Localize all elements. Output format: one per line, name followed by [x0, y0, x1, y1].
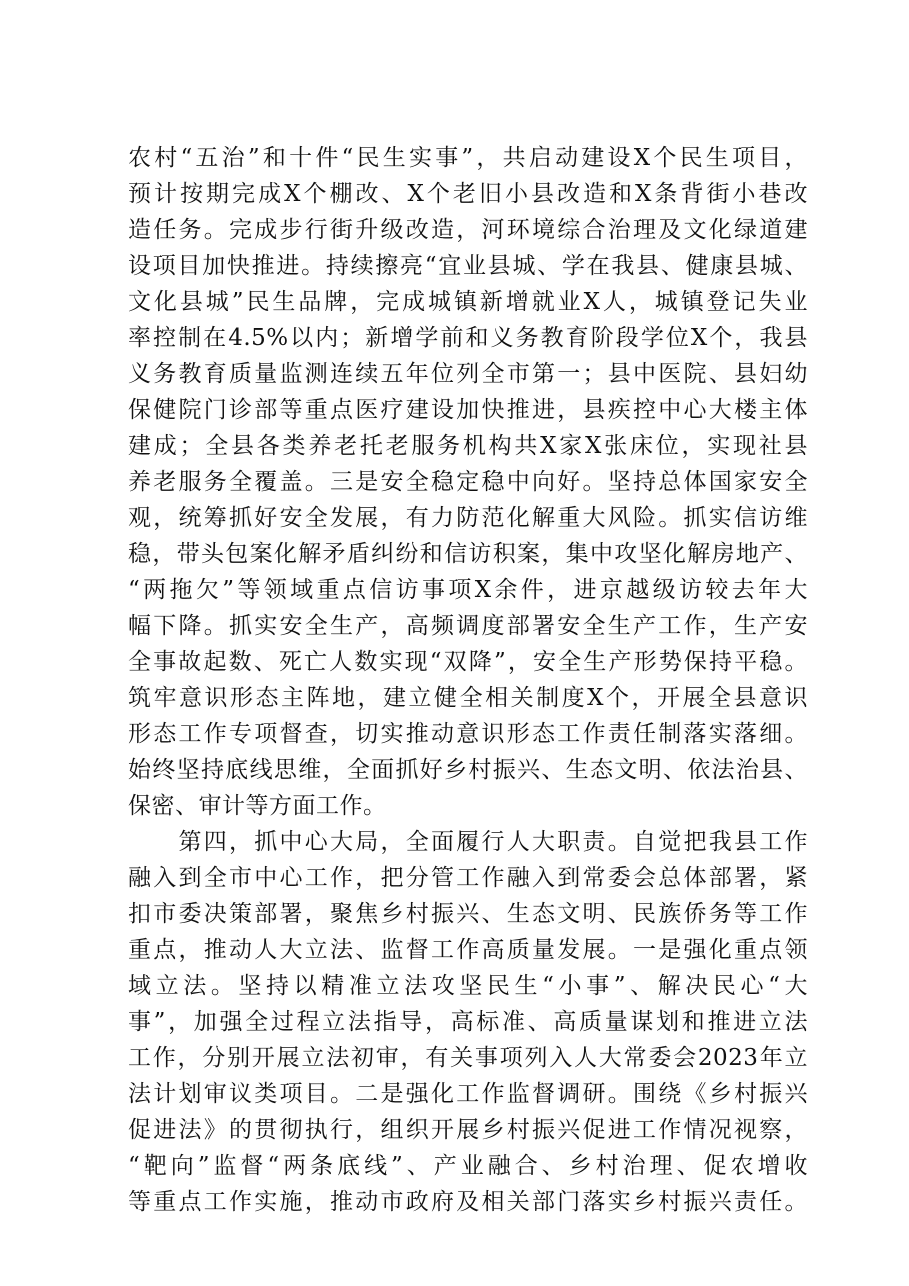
text-line: 保密、审计等方面工作。 — [128, 793, 387, 819]
text-line: 预计按期完成X个棚改、X个老旧小县改造和X条背街小巷改 — [128, 181, 808, 207]
text-line: 工作，分别开展立法初审，有关事项列入人大常委会2023年立 — [128, 1045, 808, 1071]
text-line: 融入到全市中心工作，把分管工作融入到常委会总体部署，紧 — [128, 865, 808, 891]
text-line: 第四，抓中心大局，全面履行人大职责。自觉把我县工作 — [128, 829, 808, 855]
text-line: 形态工作专项督查，切实推动意识形态工作责任制落实落细。 — [128, 721, 808, 747]
text-line: 扣市委决策部署，聚焦乡村振兴、生态文明、民族侨务等工作 — [128, 901, 808, 927]
text-line: “两拖欠”等领域重点信访事项X余件，进京越级访较去年大 — [128, 577, 808, 603]
text-line: 设项目加快推进。持续擦亮“宜业县城、学在我县、健康县城、 — [128, 253, 808, 279]
text-line: 幅下降。抓实安全生产，高频调度部署安全生产工作，生产安 — [128, 613, 808, 639]
text-line: 始终坚持底线思维，全面抓好乡村振兴、生态文明、依法治县、 — [128, 757, 808, 783]
text-line: 造任务。完成步行街升级改造，河环境综合治理及文化绿道建 — [128, 217, 808, 243]
text-line: 建成；全县各类养老托老服务机构共X家X张床位，实现社县 — [128, 433, 808, 459]
text-line: 域立法。坚持以精准立法攻坚民生“小事”、解决民心“大 — [128, 973, 808, 999]
text-line: 保健院门诊部等重点医疗建设加快推进，县疾控中心大楼主体 — [128, 397, 808, 423]
text-line: 率控制在4.5%以内；新增学前和义务教育阶段学位X个，我县 — [128, 325, 808, 351]
text-line: 稳，带头包案化解矛盾纠纷和信访积案，集中攻坚化解房地产、 — [128, 541, 808, 567]
text-line: 筑牢意识形态主阵地，建立健全相关制度X个，开展全县意识 — [128, 685, 808, 711]
text-line: “靶向”监督“两条底线”、产业融合、乡村治理、促农增收 — [128, 1153, 808, 1179]
text-line: 养老服务全覆盖。三是安全稳定稳中向好。坚持总体国家安全 — [128, 469, 808, 495]
text-line: 观，统筹抓好安全发展，有力防范化解重大风险。抓实信访维 — [128, 505, 808, 531]
text-line: 农村“五治”和十件“民生实事”，共启动建设X个民生项目， — [128, 145, 808, 171]
text-line: 全事故起数、死亡人数实现“双降”，安全生产形势保持平稳。 — [128, 649, 808, 675]
text-line: 重点，推动人大立法、监督工作高质量发展。一是强化重点领 — [128, 937, 808, 963]
text-line: 文化县城”民生品牌，完成城镇新增就业X人，城镇登记失业 — [128, 289, 808, 315]
text-line: 事”，加强全过程立法指导，高标准、高质量谋划和推进立法 — [128, 1009, 808, 1035]
text-line: 法计划审议类项目。二是强化工作监督调研。围绕《乡村振兴 — [128, 1081, 808, 1107]
body-text — [128, 140, 808, 1220]
text-line: 义务教育质量监测连续五年位列全市第一；县中医院、县妇幼 — [128, 361, 808, 387]
text-line: 促进法》的贯彻执行，组织开展乡村振兴促进工作情况视察， — [128, 1117, 808, 1143]
text-line: 等重点工作实施，推动市政府及相关部门落实乡村振兴责任。 — [128, 1189, 808, 1215]
